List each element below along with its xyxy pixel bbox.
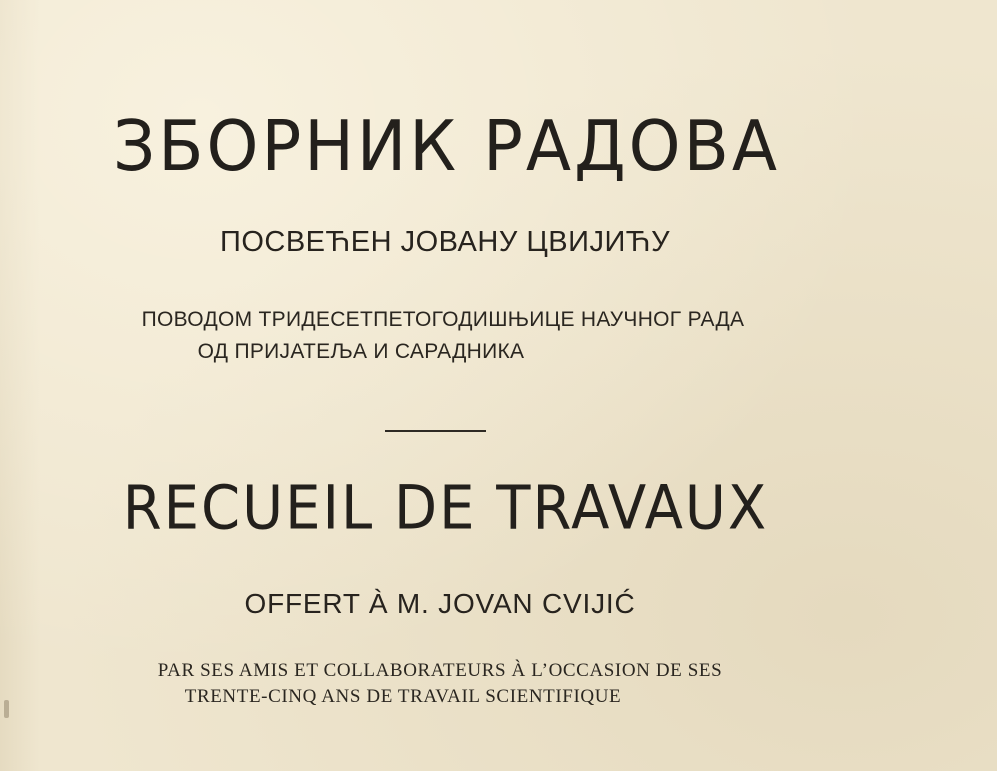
title-french: RECUEIL DE TRAVAUX [122, 473, 769, 544]
occasion-cyrillic-line-1: ПОВОДОМ ТРИДЕСЕТПЕТОГОДИШЊИЦЕ НАУЧНОГ РАДА [141, 308, 745, 331]
title-cyrillic: ЗБОРНИК РАДОВА [112, 106, 781, 187]
occasion-french-line-2: TRENTE-CINQ ANS DE TRAVAIL SCIENTIFIQUE [184, 686, 622, 707]
occasion-french-line-1: PAR SES AMIS ET COLLABORATEURS À L’OCCASION DE SES [157, 660, 723, 681]
subtitle-french: OFFERT À M. JOVAN CVIJIĆ [244, 588, 636, 619]
occasion-cyrillic-line-2: ОД ПРИЈАТЕЉА И САРАДНИКА [197, 340, 525, 363]
section-divider [385, 430, 486, 432]
subtitle-cyrillic: ПОСВЕЋЕН ЈОВАНУ ЦВИЈИЋУ [219, 226, 670, 258]
